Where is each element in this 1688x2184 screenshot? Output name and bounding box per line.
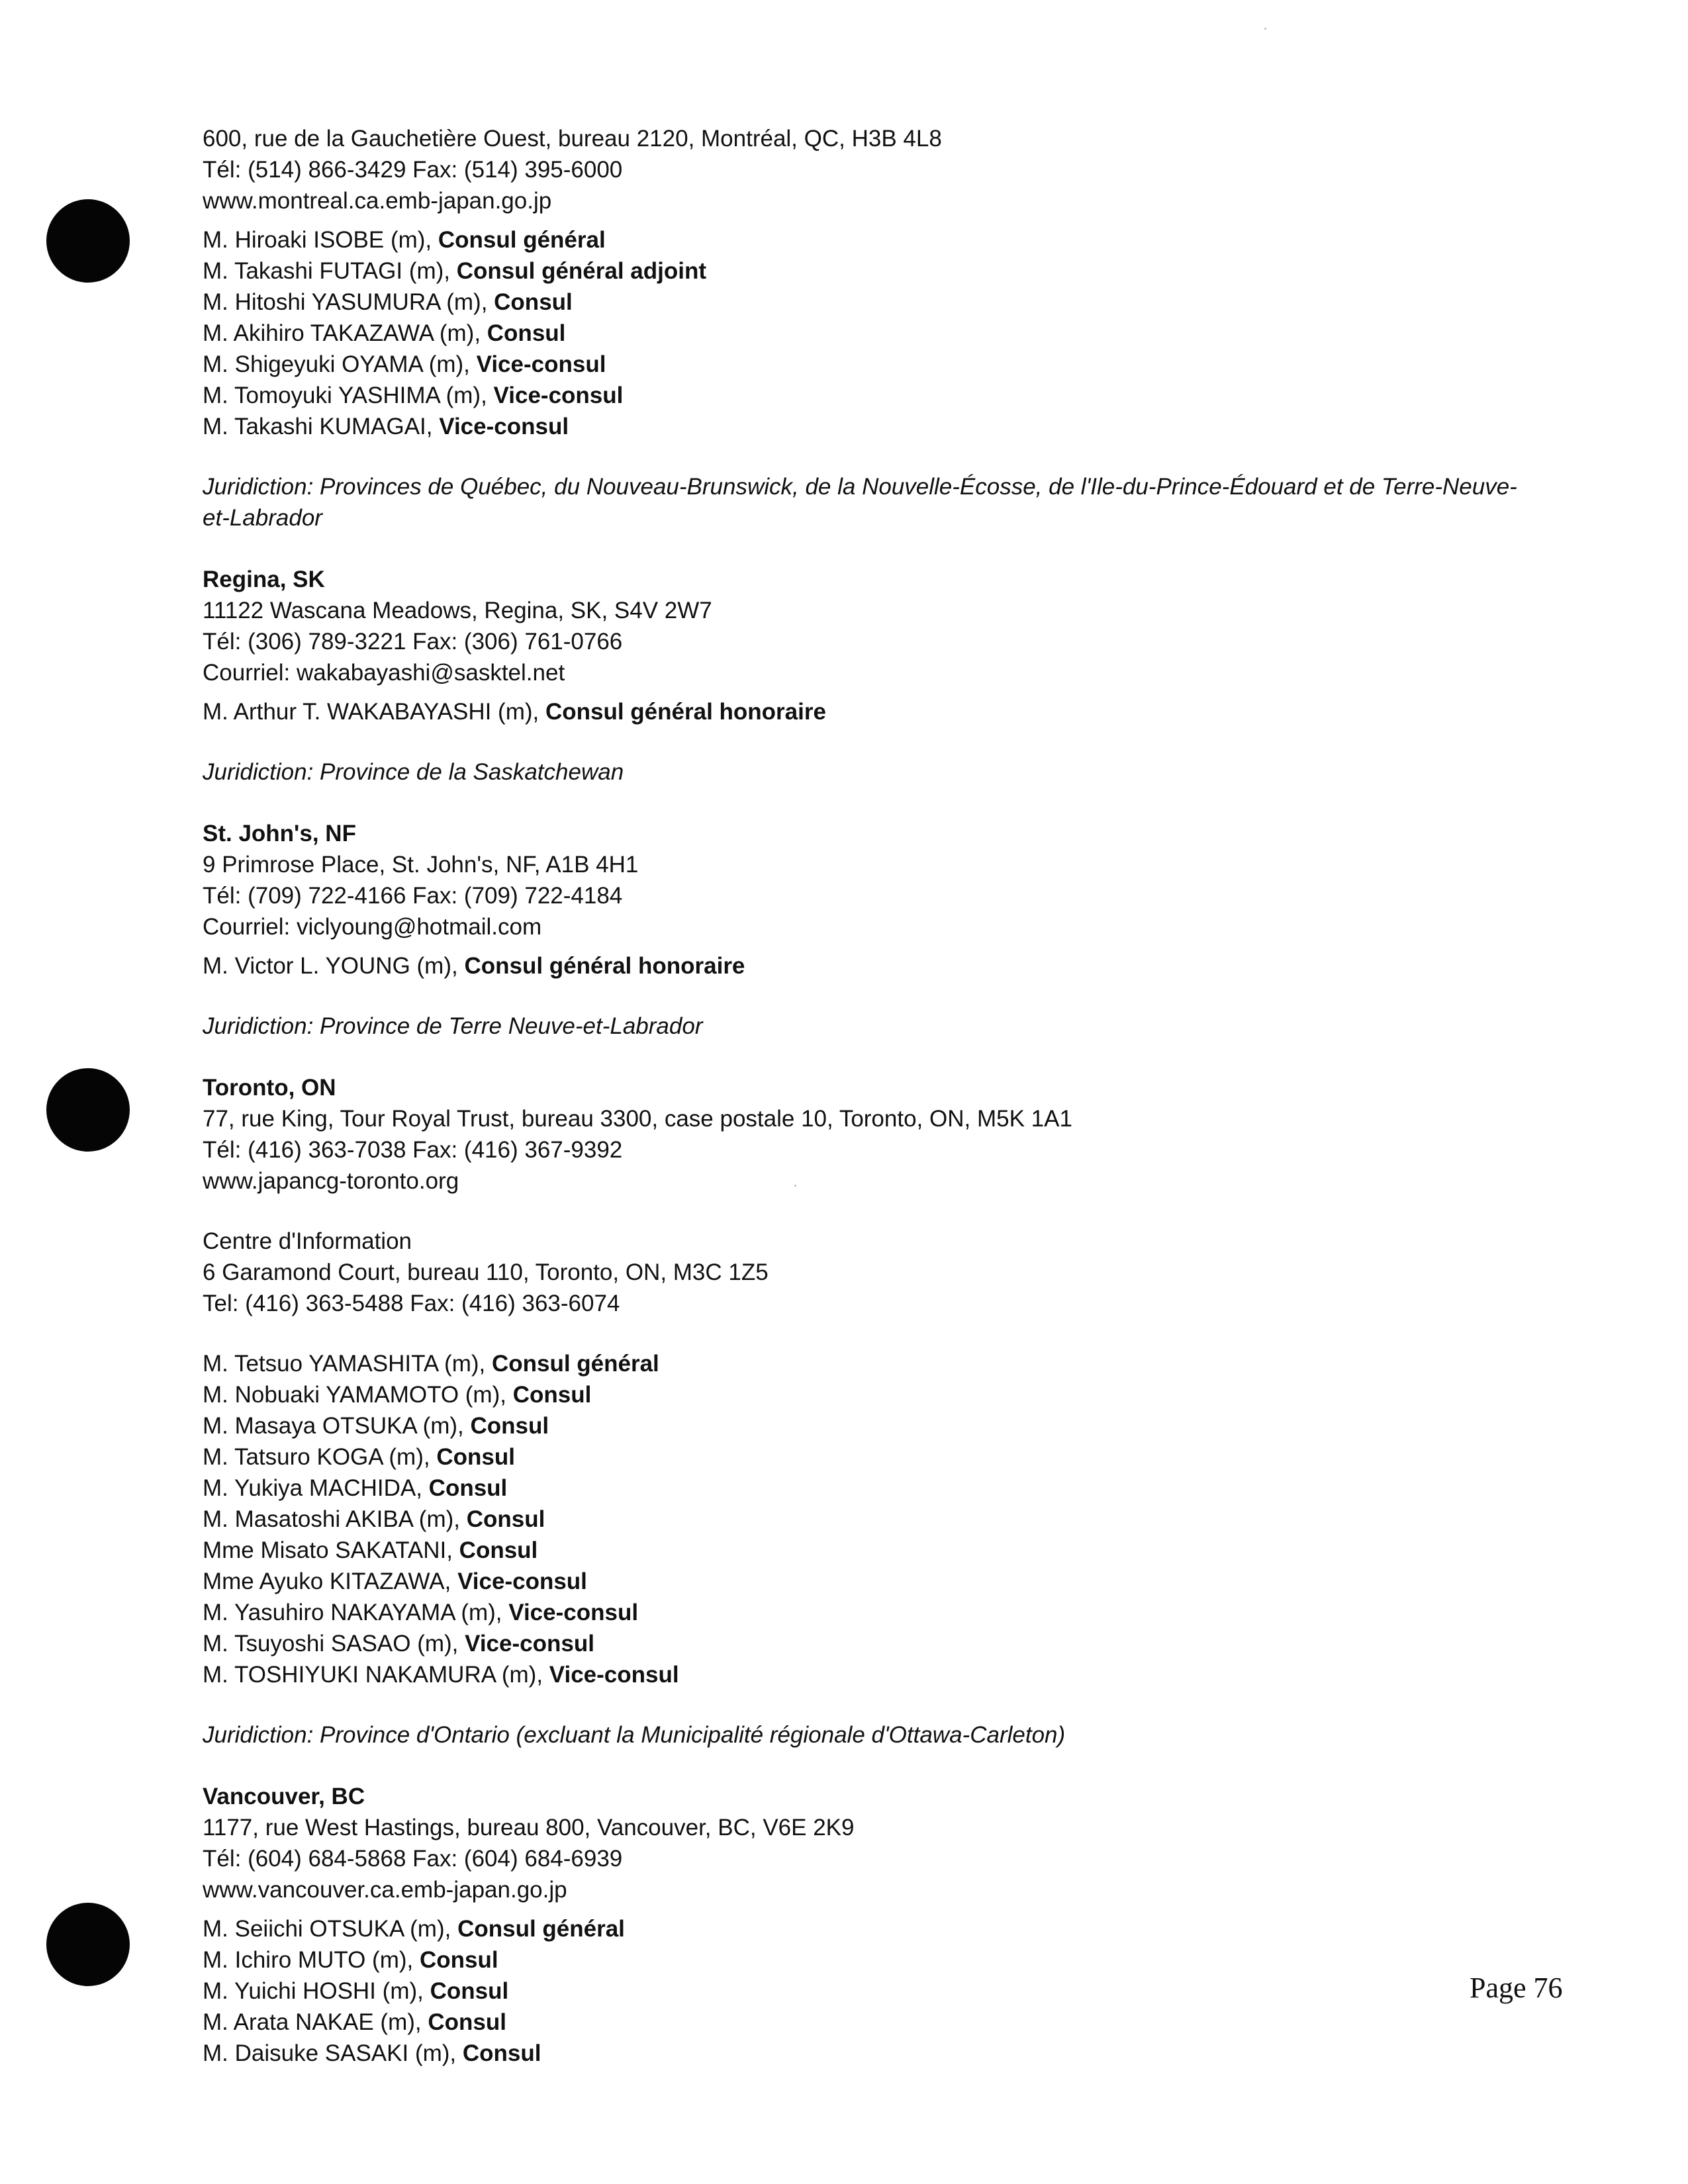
staff-entry: Mme Ayuko KITAZAWA, Vice-consul (203, 1569, 587, 1594)
phone-fax: Tél: (604) 684-5868 Fax: (604) 684-6939 (203, 1846, 623, 1872)
punch-hole-bottom (46, 1903, 130, 1986)
jurisdiction-note: Juridiction: Province de Terre Neuve-et-Labrador (203, 1013, 703, 1039)
staff-entry: M. Akihiro TAKAZAWA (m), Consul (203, 320, 566, 346)
staff-entry: M. Daisuke SASAKI (m), Consul (203, 2040, 541, 2066)
jurisdiction-note: Juridiction: Province d'Ontario (excluant la Municipalité régionale d'Ottawa-Carleton) (203, 1722, 1066, 1748)
email[interactable]: Courriel: viclyoung@hotmail.com (203, 914, 542, 940)
staff-entry: M. Hitoshi YASUMURA (m), Consul (203, 289, 573, 315)
staff-entry: M. Yuichi HOSHI (m), Consul (203, 1978, 509, 2004)
jurisdiction-note: Juridiction: Provinces de Québec, du Nouveau-Brunswick, de la Nouvelle-Écosse, de l'Ile-du-Prince-Édouard et de Terre-Neuve- et-Labrador (203, 474, 1517, 531)
staff-entry: M. Tsuyoshi SASAO (m), Vice-consul (203, 1631, 594, 1657)
staff-entry: M. Arthur T. WAKABAYASHI (m), Consul général honoraire (203, 699, 826, 725)
staff-entry: M. Ichiro MUTO (m), Consul (203, 1947, 498, 1973)
staff-entry: M. Takashi KUMAGAI, Vice-consul (203, 414, 569, 439)
staff-entry: M. TOSHIYUKI NAKAMURA (m), Vice-consul (203, 1662, 679, 1688)
address: 77, rue King, Tour Royal Trust, bureau 3300, case postale 10, Toronto, ON, M5K 1A1 (203, 1106, 1072, 1132)
phone-fax: Tél: (416) 363-7038 Fax: (416) 367-9392 (203, 1137, 623, 1163)
staff-entry: M. Tatsuro KOGA (m), Consul (203, 1444, 515, 1470)
section-st-johns (203, 818, 1553, 1042)
staff-entry: M. Seiichi OTSUKA (m), Consul général (203, 1916, 625, 1942)
info-centre-phone: Tel: (416) 363-5488 Fax: (416) 363-6074 (203, 1291, 620, 1316)
consulate-listing (203, 123, 1553, 2069)
staff-entry: M. Tomoyuki YASHIMA (m), Vice-consul (203, 383, 624, 408)
punch-hole-middle (46, 1068, 130, 1152)
phone-fax: Tél: (306) 789-3221 Fax: (306) 761-0766 (203, 629, 623, 655)
section-vancouver (203, 1781, 1553, 2069)
staff-entry: M. Tetsuo YAMASHITA (m), Consul général (203, 1351, 659, 1377)
address: 11122 Wascana Meadows, Regina, SK, S4V 2W7 (203, 598, 712, 623)
staff-entry: M. Shigeyuki OYAMA (m), Vice-consul (203, 351, 606, 377)
website-link[interactable]: www.montreal.ca.emb-japan.go.jp (203, 188, 552, 214)
section-regina (203, 564, 1553, 788)
phone-fax: Tél: (709) 722-4166 Fax: (709) 722-4184 (203, 883, 623, 909)
staff-entry: M. Masaya OTSUKA (m), Consul (203, 1413, 549, 1439)
staff-list (203, 1348, 1553, 1690)
phone-fax: Tél: (514) 866-3429 Fax: (514) 395-6000 (203, 157, 623, 183)
staff-entry: M. Arata NAKAE (m), Consul (203, 2009, 506, 2035)
staff-entry: M. Yasuhiro NAKAYAMA (m), Vice-consul (203, 1600, 639, 1625)
staff-list (203, 1913, 1553, 2069)
website-link[interactable]: www.vancouver.ca.emb-japan.go.jp (203, 1877, 567, 1903)
info-centre-address: 6 Garamond Court, bureau 110, Toronto, ON, M3C 1Z5 (203, 1259, 769, 1285)
page-number: Page 76 (1470, 1972, 1563, 2004)
staff-entry: M. Hiroaki ISOBE (m), Consul général (203, 227, 606, 253)
staff-entry: M. Victor L. YOUNG (m), Consul général honoraire (203, 953, 745, 979)
punch-hole-top (46, 199, 130, 283)
scan-speck (1264, 28, 1266, 30)
staff-entry: M. Takashi FUTAGI (m), Consul général adjoint (203, 258, 707, 284)
website-link[interactable]: www.japancg-toronto.org (203, 1168, 459, 1194)
section-toronto (203, 1072, 1553, 1751)
address: 9 Primrose Place, St. John's, NF, A1B 4H1 (203, 852, 639, 878)
info-centre-label: Centre d'Information (203, 1228, 412, 1254)
email[interactable]: Courriel: wakabayashi@sasktel.net (203, 660, 565, 686)
city-heading: Vancouver, BC (203, 1784, 365, 1809)
staff-list (203, 224, 1553, 442)
section-montreal (203, 123, 1553, 533)
city-heading: St. John's, NF (203, 821, 356, 846)
staff-entry: M. Nobuaki YAMAMOTO (m), Consul (203, 1382, 592, 1408)
staff-entry: M. Masatoshi AKIBA (m), Consul (203, 1506, 545, 1532)
address: 1177, rue West Hastings, bureau 800, Vancouver, BC, V6E 2K9 (203, 1815, 855, 1841)
staff-entry: Mme Misato SAKATANI, Consul (203, 1537, 538, 1563)
city-heading: Toronto, ON (203, 1075, 336, 1101)
staff-entry: M. Yukiya MACHIDA, Consul (203, 1475, 508, 1501)
jurisdiction-note: Juridiction: Province de la Saskatchewan (203, 759, 624, 785)
address: 600, rue de la Gauchetière Ouest, bureau 2120, Montréal, QC, H3B 4L8 (203, 126, 942, 152)
city-heading: Regina, SK (203, 567, 325, 592)
